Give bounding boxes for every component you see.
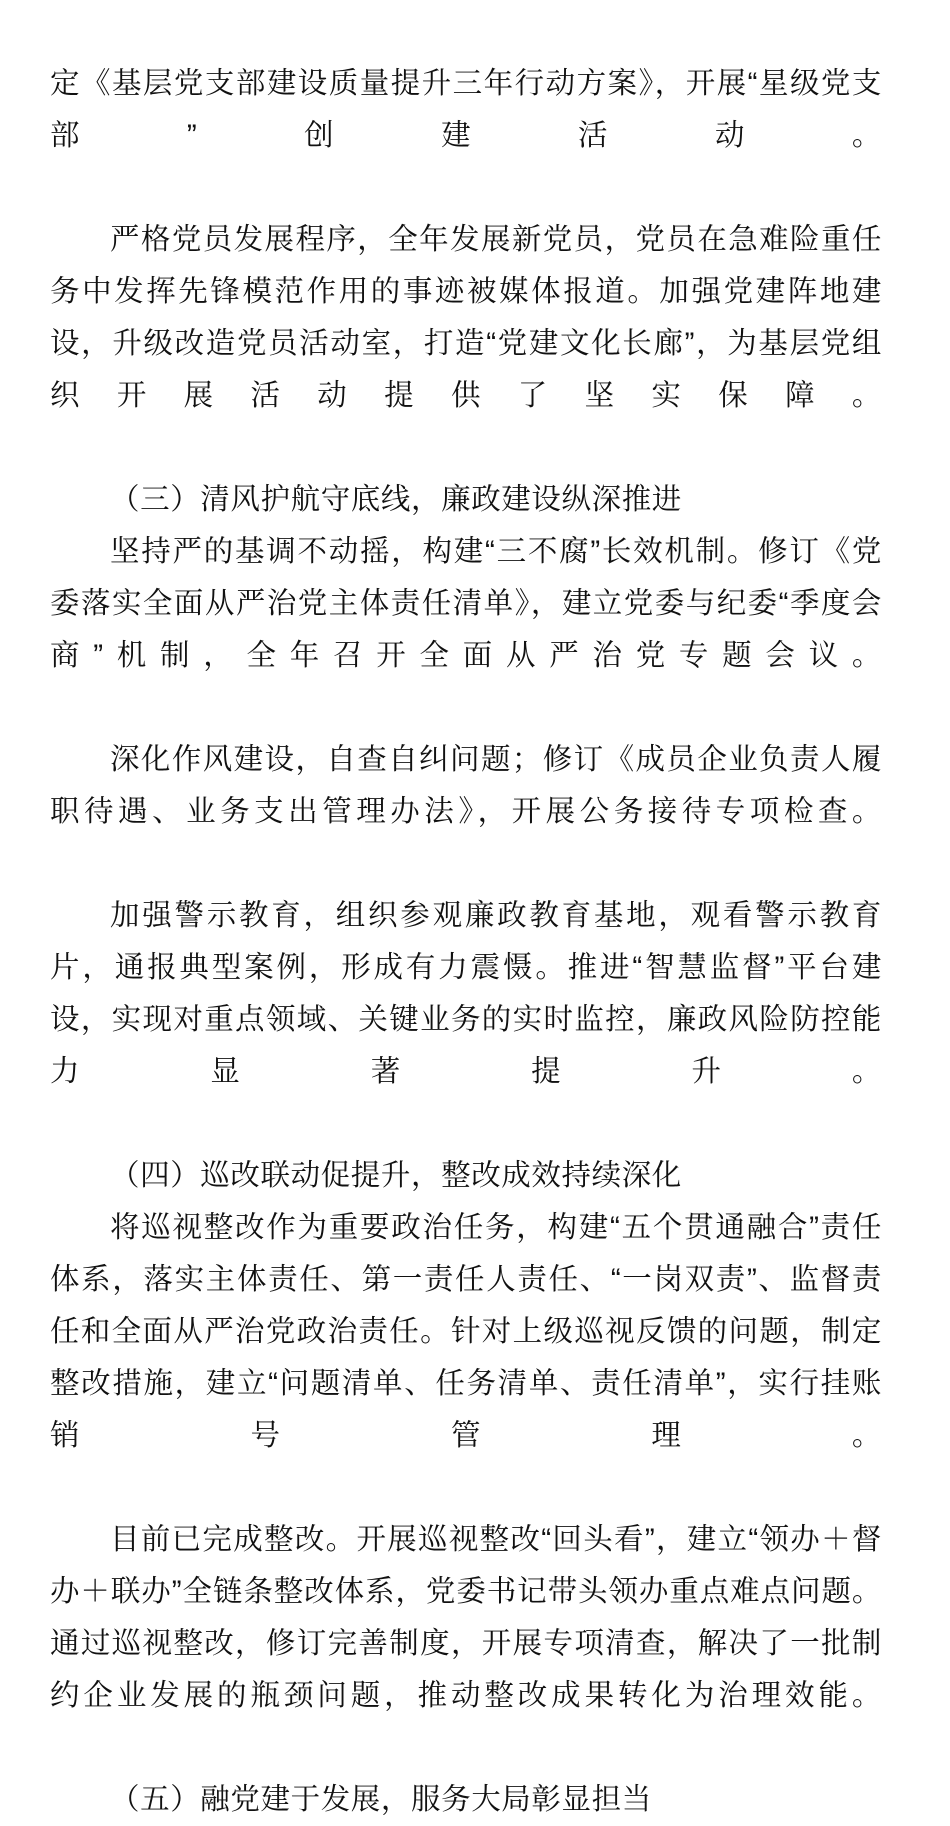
section-heading-three: （三）清风护航守底线，廉政建设纵深推进 bbox=[110, 483, 682, 516]
section-heading-four: （四）巡改联动促提升，整改成效持续深化 bbox=[110, 1159, 682, 1192]
paragraph-four-2: 目前已完成整改。开展巡视整改“回头看”，建立“领办＋督办＋联办”全链条整改体系，党委书记带头领办重点难点问题。通过巡视整改，修订完善制度，开展专项清查，解决了一批制约企业发展的瓶颈问题，推动整改成果转化为治理效能。 bbox=[50, 1523, 882, 1712]
paragraph-three-2: 深化作风建设，自查自纠问题；修订《成员企业负责人履职待遇、业务支出管理办法》，开展公务接待专项检查。 bbox=[50, 743, 882, 828]
section-heading-five: （五）融党建于发展，服务大局彰显担当 bbox=[110, 1783, 652, 1816]
paragraph-three-1: 坚持严的基调不动摇，构建“三不腐”长效机制。修订《党委落实全面从严治党主体责任清单》，建立党委与纪委“季度会商”机制，全年召开全面从严治党专题会议。 bbox=[50, 535, 882, 672]
paragraph-party-member-development: 严格党员发展程序，全年发展新党员，党员在急难险重任务中发挥先锋模范作用的事迹被媒体报道。加强党建阵地建设，升级改造党员活动室，打造“党建文化长廊”，为基层党组织开展活动提供了坚实保障。 bbox=[50, 223, 882, 412]
paragraph-four-1: 将巡视整改作为重要政治任务，构建“五个贯通融合”责任体系，落实主体责任、第一责任人责任、“一岗双责”、监督责任和全面从严治党政治责任。针对上级巡视反馈的问题，制定整改措施，建立“问题清单、任务清单、责任清单”，实行挂账销号管理。 bbox=[50, 1211, 882, 1452]
paragraph-continued: 定《基层党支部建设质量提升三年行动方案》，开展“星级党支部”创建活动。 bbox=[50, 67, 882, 152]
paragraph-three-3: 加强警示教育，组织参观廉政教育基地，观看警示教育片，通报典型案例，形成有力震慑。推进“智慧监督”平台建设，实现对重点领域、关键业务的实时监控，廉政风险防控能力显著提升。 bbox=[50, 899, 882, 1088]
document-text-body bbox=[50, 58, 882, 1826]
